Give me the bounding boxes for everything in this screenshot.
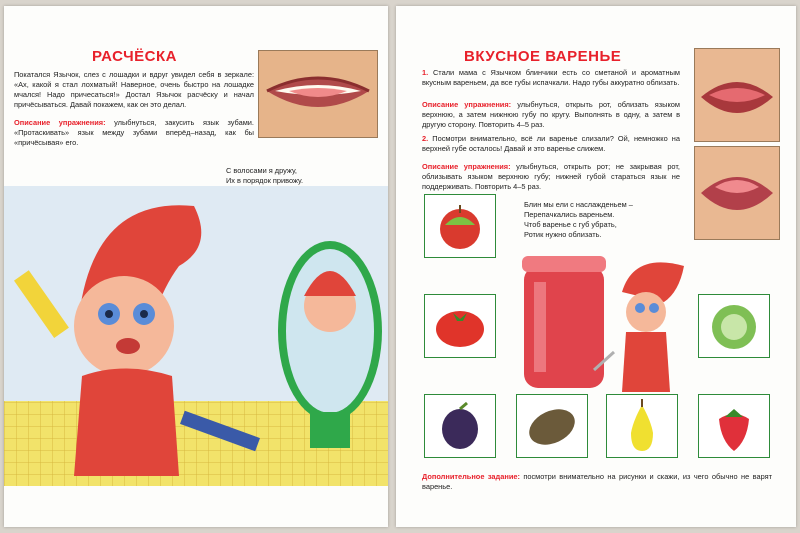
comb-illustration: [4, 186, 388, 486]
verse-line: Их в порядок привожу.: [226, 176, 304, 185]
step-number: 1.: [422, 68, 429, 77]
exercise-1-description: [422, 100, 680, 130]
page-title-jam: ВКУСНОЕ ВАРЕНЬЕ: [464, 48, 622, 65]
tongue-character: [594, 262, 684, 392]
pear-tile[interactable]: [606, 394, 678, 458]
exercise-2-description: [422, 162, 680, 192]
strawberry-icon: [699, 395, 769, 457]
step-text: Стали мама с Язычком блинчики есть со сметаной и ароматным вкусным вареньем, да все губы испачкали. Надо губы аккуратно облизать.: [422, 68, 680, 87]
page-title-comb: РАСЧЁСКА: [92, 48, 177, 65]
exercise-description: [14, 118, 254, 148]
right-page: [396, 6, 796, 527]
step-1-text: [422, 68, 680, 88]
left-page: [4, 6, 388, 527]
mouth-photo-upper-lip: [694, 146, 780, 240]
mouth-photo-lick-lips: [694, 48, 780, 142]
pear-icon: [607, 395, 677, 457]
cabbage-tile[interactable]: [698, 294, 770, 358]
potato-icon: [517, 395, 587, 457]
mouth-photo-tongue-bite: [258, 50, 378, 138]
exercise-label: Описание упражнения:: [422, 162, 511, 171]
cabbage-icon: [699, 295, 769, 357]
task-label: Дополнительное задание:: [422, 472, 520, 481]
exercise-text: улыбнуться, закусить язык зубами. «Протаскивать» язык между зубами вперёд–назад, как бы «причёсывая» его.: [14, 118, 254, 147]
plum-icon: [425, 395, 495, 457]
exercise-text: улыбнуться, открыть рот, облизать языком верхнюю, а затем нижнюю губу по кругу. Выполнять в одну, а затем в другую сторону. Повторить 4–5 раз.: [422, 100, 680, 129]
potato-tile[interactable]: [516, 394, 588, 458]
verse-line: Ротик нужно облизать.: [524, 230, 602, 239]
jam-verse: [524, 200, 633, 240]
step-2-text: [422, 134, 680, 154]
task-text: посмотри внимательно на рисунки и скажи, из чего обычно не варят варенье.: [422, 472, 772, 491]
apple-tile[interactable]: [424, 194, 496, 258]
additional-task: [422, 472, 772, 492]
apple-icon: [425, 195, 495, 257]
verse-line: Блин мы ели с наслажденьем –: [524, 200, 633, 209]
exercise-label: Описание упражнения:: [14, 118, 106, 127]
tomato-tile[interactable]: [424, 294, 496, 358]
exercise-text: улыбнуться, открыть рот; не закрывая рот, облизывать языком верхнюю губу; нижней губой стараться язык не поддерживать. Повторить 4–5 раз.: [422, 162, 680, 191]
tomato-icon: [425, 295, 495, 357]
verse-line: Перепачкались вареньем.: [524, 210, 615, 219]
verse-line: С волосами я дружу,: [226, 166, 297, 175]
jam-illustration: [514, 252, 692, 394]
plum-tile[interactable]: [424, 394, 496, 458]
jam-jar-icon: [522, 256, 606, 388]
exercise-label: Описание упражнения:: [422, 100, 512, 109]
verse-line: Чтоб варенье с губ убрать,: [524, 220, 617, 229]
step-text: Посмотри внимательно, всё ли варенье слизали? Ой, немножко на верхней губе осталось! Давай и это варенье слижем.: [422, 134, 680, 153]
strawberry-tile[interactable]: [698, 394, 770, 458]
story-text: Покатался Язычок, слез с лошадки и вдруг увидел себя в зеркале: «Ах, какой я стал лохматый! Наверное, очень быстро на лошадке мчался! Надо причесаться!» Достал Язычок расчёску и начал причёсываться. Давай покажем, как он это делал.: [14, 70, 254, 109]
step-number: 2.: [422, 134, 429, 143]
